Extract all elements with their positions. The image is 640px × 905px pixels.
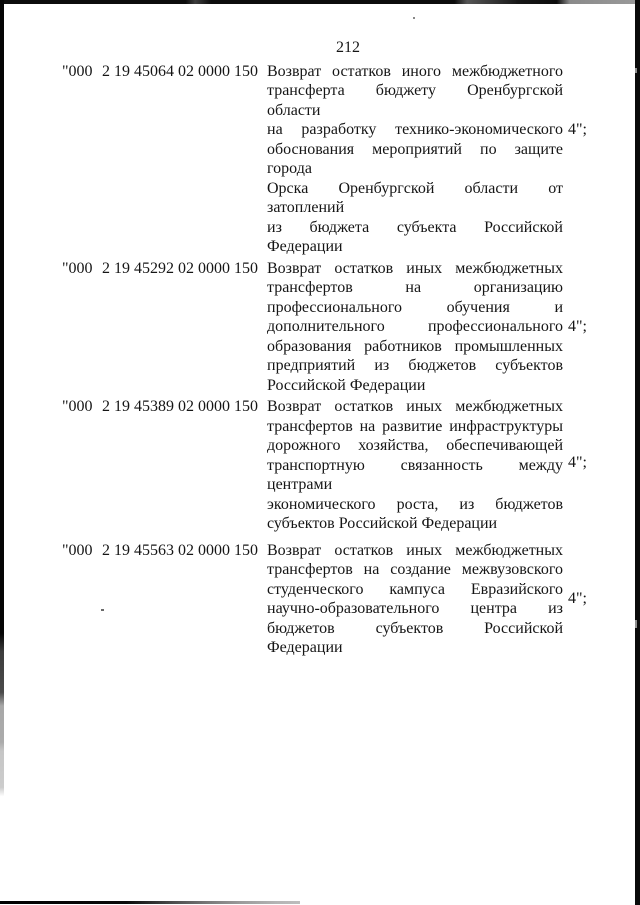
description-line: экономического роста, из бюджетов bbox=[267, 495, 563, 513]
description-line: образования работников промышленных bbox=[267, 337, 563, 355]
entry-code-cell bbox=[62, 259, 258, 279]
entry-description bbox=[267, 541, 563, 658]
entry-code: 2 19 45292 02 0000 150 bbox=[102, 259, 258, 277]
description-line: Федерации bbox=[267, 238, 343, 255]
scan-edge-bottom bbox=[0, 901, 300, 904]
footnote-marker: 4"; bbox=[568, 318, 587, 335]
description-line: из бюджета субъекта Российской bbox=[267, 218, 563, 236]
description-line: бюджетов субъектов Российской bbox=[267, 619, 563, 637]
budget-entry bbox=[0, 397, 640, 534]
entry-code-prefix: "000 bbox=[62, 541, 93, 559]
footnote-marker: 4"; bbox=[568, 121, 587, 138]
description-line: трансферта бюджету Оренбургской области bbox=[267, 82, 563, 119]
page-number: 212 bbox=[336, 39, 360, 56]
entry-description bbox=[267, 259, 563, 396]
description-line: научно-образовательного центра из bbox=[267, 600, 563, 617]
description-line: Возврат остатков иных межбюджетных bbox=[267, 398, 563, 415]
budget-entry bbox=[0, 259, 640, 396]
description-line: профессионального обучения и bbox=[267, 298, 563, 316]
description-line: трансфертов на организацию bbox=[267, 279, 563, 296]
description-line: Орска Оренбургской области от затоплений bbox=[267, 179, 563, 216]
budget-entry bbox=[0, 541, 640, 658]
entry-code: 2 19 45064 02 0000 150 bbox=[102, 62, 258, 80]
entry-code-cell bbox=[62, 397, 258, 417]
entry-description bbox=[267, 62, 563, 257]
entry-code-prefix: "000 bbox=[62, 398, 93, 415]
budget-entry bbox=[0, 62, 640, 257]
description-line: дополнительного профессионального bbox=[267, 318, 563, 335]
entry-code-prefix: "000 bbox=[62, 259, 93, 277]
entry-code: 2 19 45389 02 0000 150 bbox=[102, 398, 258, 415]
description-line: Возврат остатков иного межбюджетного bbox=[267, 62, 563, 80]
budget-entries-list bbox=[0, 62, 640, 658]
footnote-marker: 4"; bbox=[568, 590, 587, 608]
description-line: транспортную связанность между центрами bbox=[267, 456, 563, 493]
page-content bbox=[0, 38, 640, 658]
description-line: дорожного хозяйства, обеспечивающей bbox=[267, 437, 563, 454]
description-line: предприятий из бюджетов субъектов bbox=[267, 357, 563, 374]
description-line: студенческого кампуса Евразийского bbox=[267, 580, 563, 598]
description-line: Российской Федерации bbox=[267, 376, 426, 394]
description-line: Федерации bbox=[267, 639, 343, 656]
scan-edge-top bbox=[0, 0, 640, 4]
scan-speck bbox=[413, 17, 415, 19]
description-line: Возврат остатков иных межбюджетных bbox=[267, 259, 563, 277]
entry-code-cell bbox=[62, 62, 258, 82]
entry-code-cell bbox=[62, 541, 258, 561]
footnote-marker: 4"; bbox=[568, 453, 587, 471]
description-line: на разработку технико-экономического bbox=[267, 121, 563, 138]
entry-code-prefix: "000 bbox=[62, 62, 93, 80]
entry-description bbox=[267, 397, 563, 534]
description-line: обоснования мероприятий по защите города bbox=[267, 140, 563, 177]
description-line: субъектов Российской Федерации bbox=[267, 515, 498, 532]
description-line: Возврат остатков иных межбюджетных bbox=[267, 541, 563, 559]
description-line: трансфертов на развитие инфраструктуры bbox=[267, 417, 563, 435]
entry-code: 2 19 45563 02 0000 150 bbox=[102, 541, 258, 559]
description-line: трансфертов на создание межвузовского bbox=[267, 561, 563, 578]
